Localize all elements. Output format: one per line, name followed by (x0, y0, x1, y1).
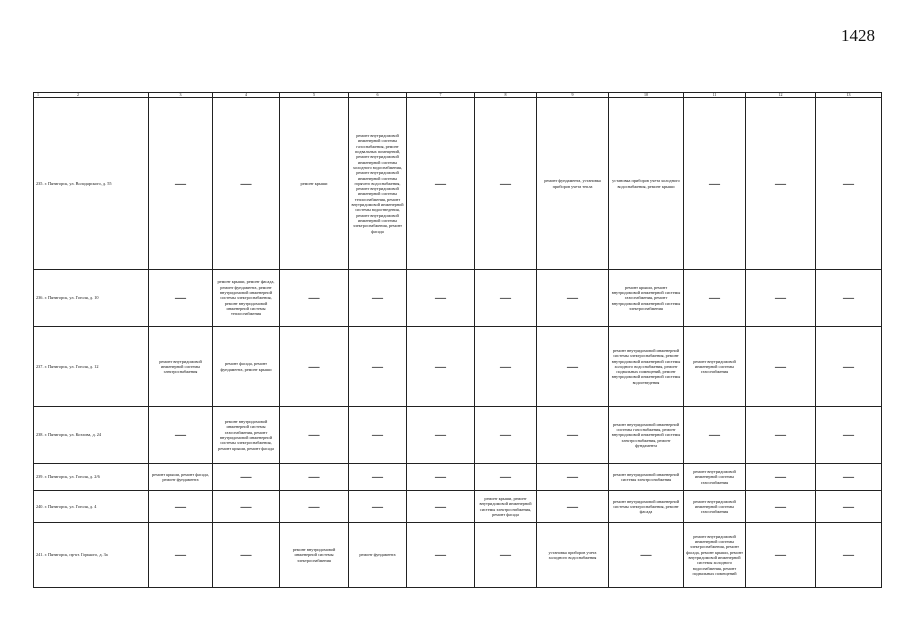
work-cell: — (213, 491, 280, 523)
table-row (34, 270, 882, 327)
column-number: 1 (37, 92, 39, 97)
work-cell: — (475, 98, 537, 270)
address-cell: 241. г. Пятигорск, пр-кт. Горького, д. 3а (34, 523, 149, 588)
work-cell: ремонт внутридомовой инженерной системы электроснабжения (280, 523, 349, 588)
address-cell: 240. г. Пятигорск, ул. Гоголя, д. 4 (34, 491, 149, 523)
work-cell: — (684, 98, 746, 270)
work-cell: — (213, 98, 280, 270)
work-cell: — (537, 327, 609, 407)
work-cell: ремонт фундамента, установка приборов учета тепла (537, 98, 609, 270)
work-cell: — (149, 523, 213, 588)
work-cell: — (684, 407, 746, 464)
work-cell: — (475, 327, 537, 407)
work-cell: — (537, 407, 609, 464)
column-header-cell: 6 (349, 93, 407, 98)
table-row (34, 491, 882, 523)
work-cell: — (149, 270, 213, 327)
work-cell: ремонт фасада, ремонт фундамента, ремонт крыши (213, 327, 280, 407)
work-cell: — (149, 407, 213, 464)
work-cell: — (349, 407, 407, 464)
work-cell: — (746, 407, 816, 464)
address-cell: 239. г. Пятигорск, ул. Гоголя, д. 2/6 (34, 464, 149, 491)
work-cell: — (746, 464, 816, 491)
work-cell: — (349, 327, 407, 407)
work-cell: — (407, 327, 475, 407)
work-cell: — (746, 491, 816, 523)
table-row (34, 523, 882, 588)
work-cell: — (475, 407, 537, 464)
work-cell: — (407, 464, 475, 491)
address-cell: 237. г. Пятигорск, ул. Гоголя, д. 12 (34, 327, 149, 407)
work-cell: — (746, 523, 816, 588)
column-number: 2 (77, 92, 79, 97)
work-cell: — (537, 464, 609, 491)
work-cell: ремонт внутридомовой инженерной системы электроснабжения, ремонт фасада, ремонт крыши, ремонт внутридомовой инженерной системы холодного водоснабжения, ремонт подвальных помещений (684, 523, 746, 588)
column-header-cell: 5 (280, 93, 349, 98)
work-cell: — (349, 491, 407, 523)
work-cell: ремонт крыши, ремонт фасада, ремонт фундамента, ремонт внутридомовой инженерной системы электроснабжения, ремонт внутридомовой инженерной системы теплоснабжения (213, 270, 280, 327)
work-cell: — (816, 523, 882, 588)
work-cell: — (280, 407, 349, 464)
work-cell: ремонт внутридомовой инженерной системы электроснабжения (609, 464, 684, 491)
page-number: 1428 (841, 26, 875, 45)
work-cell: — (280, 327, 349, 407)
work-cell: ремонт крыши (280, 98, 349, 270)
work-cell: — (537, 491, 609, 523)
table-row (34, 407, 882, 464)
column-header-cell: 12 (746, 93, 816, 98)
work-cell: ремонт крыши, ремонт фасада, ремонт фундамента (149, 464, 213, 491)
work-cell: ремонт внутридомовой инженерной системы газоснабжения, ремонт подвальных помещений, ремонт внутридомовой инженерной системы холодного водоснабжения, ремонт внутридомовой инженерной системы горячего водоснабжения, ремонт внутридомовой инженерной системы теплоснабжения, ремонт внутридомовой инженерной системы водоотведения, ремонт внутридомовой инженерной системы электроснабжения, ремонт фасада (349, 98, 407, 270)
work-cell: ремонт внутридомовой инженерной системы электроснабжения (149, 327, 213, 407)
column-header-cell: 13 (816, 93, 882, 98)
work-cell: — (746, 327, 816, 407)
work-cell: — (280, 464, 349, 491)
column-header-cell: 7 (407, 93, 475, 98)
work-cell: ремонт крыши, ремонт внутридомовой инженерной системы электроснабжения, ремонт фасада (475, 491, 537, 523)
work-cell: — (407, 270, 475, 327)
work-cell: установка приборов учета холодного водоснабжения (537, 523, 609, 588)
work-cell: — (609, 523, 684, 588)
work-cell: — (816, 491, 882, 523)
column-header-cell: 9 (537, 93, 609, 98)
work-cell: — (349, 464, 407, 491)
address-cell: 235. г. Пятигорск, ул. Володарского, д. 55 (34, 98, 149, 270)
work-cell: ремонт крыши, ремонт внутридомовой инженерной системы газоснабжения, ремонт внутридомовой инженерной системы электроснабжения (609, 270, 684, 327)
work-cell: — (407, 491, 475, 523)
work-cell: установка приборов учета холодного водоснабжения, ремонт крыши (609, 98, 684, 270)
column-header-cell: 8 (475, 93, 537, 98)
work-cell: ремонт внутридомовой инженерной системы газоснабжения (684, 491, 746, 523)
address-cell: 236. г. Пятигорск, ул. Гоголя, д. 10 (34, 270, 149, 327)
work-cell: ремонт внутридомовой инженерной системы газоснабжения (684, 327, 746, 407)
work-cell: — (816, 327, 882, 407)
work-cell: — (280, 491, 349, 523)
work-cell: — (684, 270, 746, 327)
work-cell: — (816, 407, 882, 464)
work-cell: — (816, 98, 882, 270)
work-cell: ремонт внутридомовой инженерной системы газоснабжения, ремонт внутридомовой инженерной системы электроснабжения, ремонт крыши, ремонт фасада (213, 407, 280, 464)
address-cell: 238. г. Пятигорск, ул. Козлова, д. 24 (34, 407, 149, 464)
work-cell: ремонт внутридомовой инженерной системы газоснабжения, ремонт внутридомовой инженерной системы электроснабжения, ремонт фундамента (609, 407, 684, 464)
work-cell: — (280, 270, 349, 327)
work-cell: — (213, 464, 280, 491)
column-header-cell: 3 (149, 93, 213, 98)
work-cell: ремонт внутридомовой инженерной системы электроснабжения, ремонт внутридомовой инженерной системы холодного водоснабжения, ремонт подвальных помещений, ремонт внутридомовой инженерной системы водоотведения (609, 327, 684, 407)
work-cell: — (746, 98, 816, 270)
column-header-cell: 11 (684, 93, 746, 98)
work-cell: ремонт внутридомовой инженерной системы газоснабжения (684, 464, 746, 491)
table-row (34, 464, 882, 491)
table-row (34, 327, 882, 407)
work-cell: — (149, 98, 213, 270)
work-cell: — (407, 407, 475, 464)
work-cell: — (746, 270, 816, 327)
work-cell: — (537, 270, 609, 327)
work-cell: — (213, 523, 280, 588)
work-cell: ремонт внутридомовой инженерной системы электроснабжения, ремонт фасада (609, 491, 684, 523)
work-cell: — (816, 464, 882, 491)
work-cell: — (407, 523, 475, 588)
table-row (34, 98, 882, 270)
work-cell: ремонт фундамента (349, 523, 407, 588)
work-cell: — (475, 464, 537, 491)
work-cell: — (349, 270, 407, 327)
work-cell: — (816, 270, 882, 327)
column-header-cell: 10 (609, 93, 684, 98)
repair-schedule-table (33, 92, 882, 588)
work-cell: — (149, 491, 213, 523)
work-cell: — (475, 270, 537, 327)
column-header-cell: 4 (213, 93, 280, 98)
work-cell: — (407, 98, 475, 270)
work-cell: — (475, 523, 537, 588)
